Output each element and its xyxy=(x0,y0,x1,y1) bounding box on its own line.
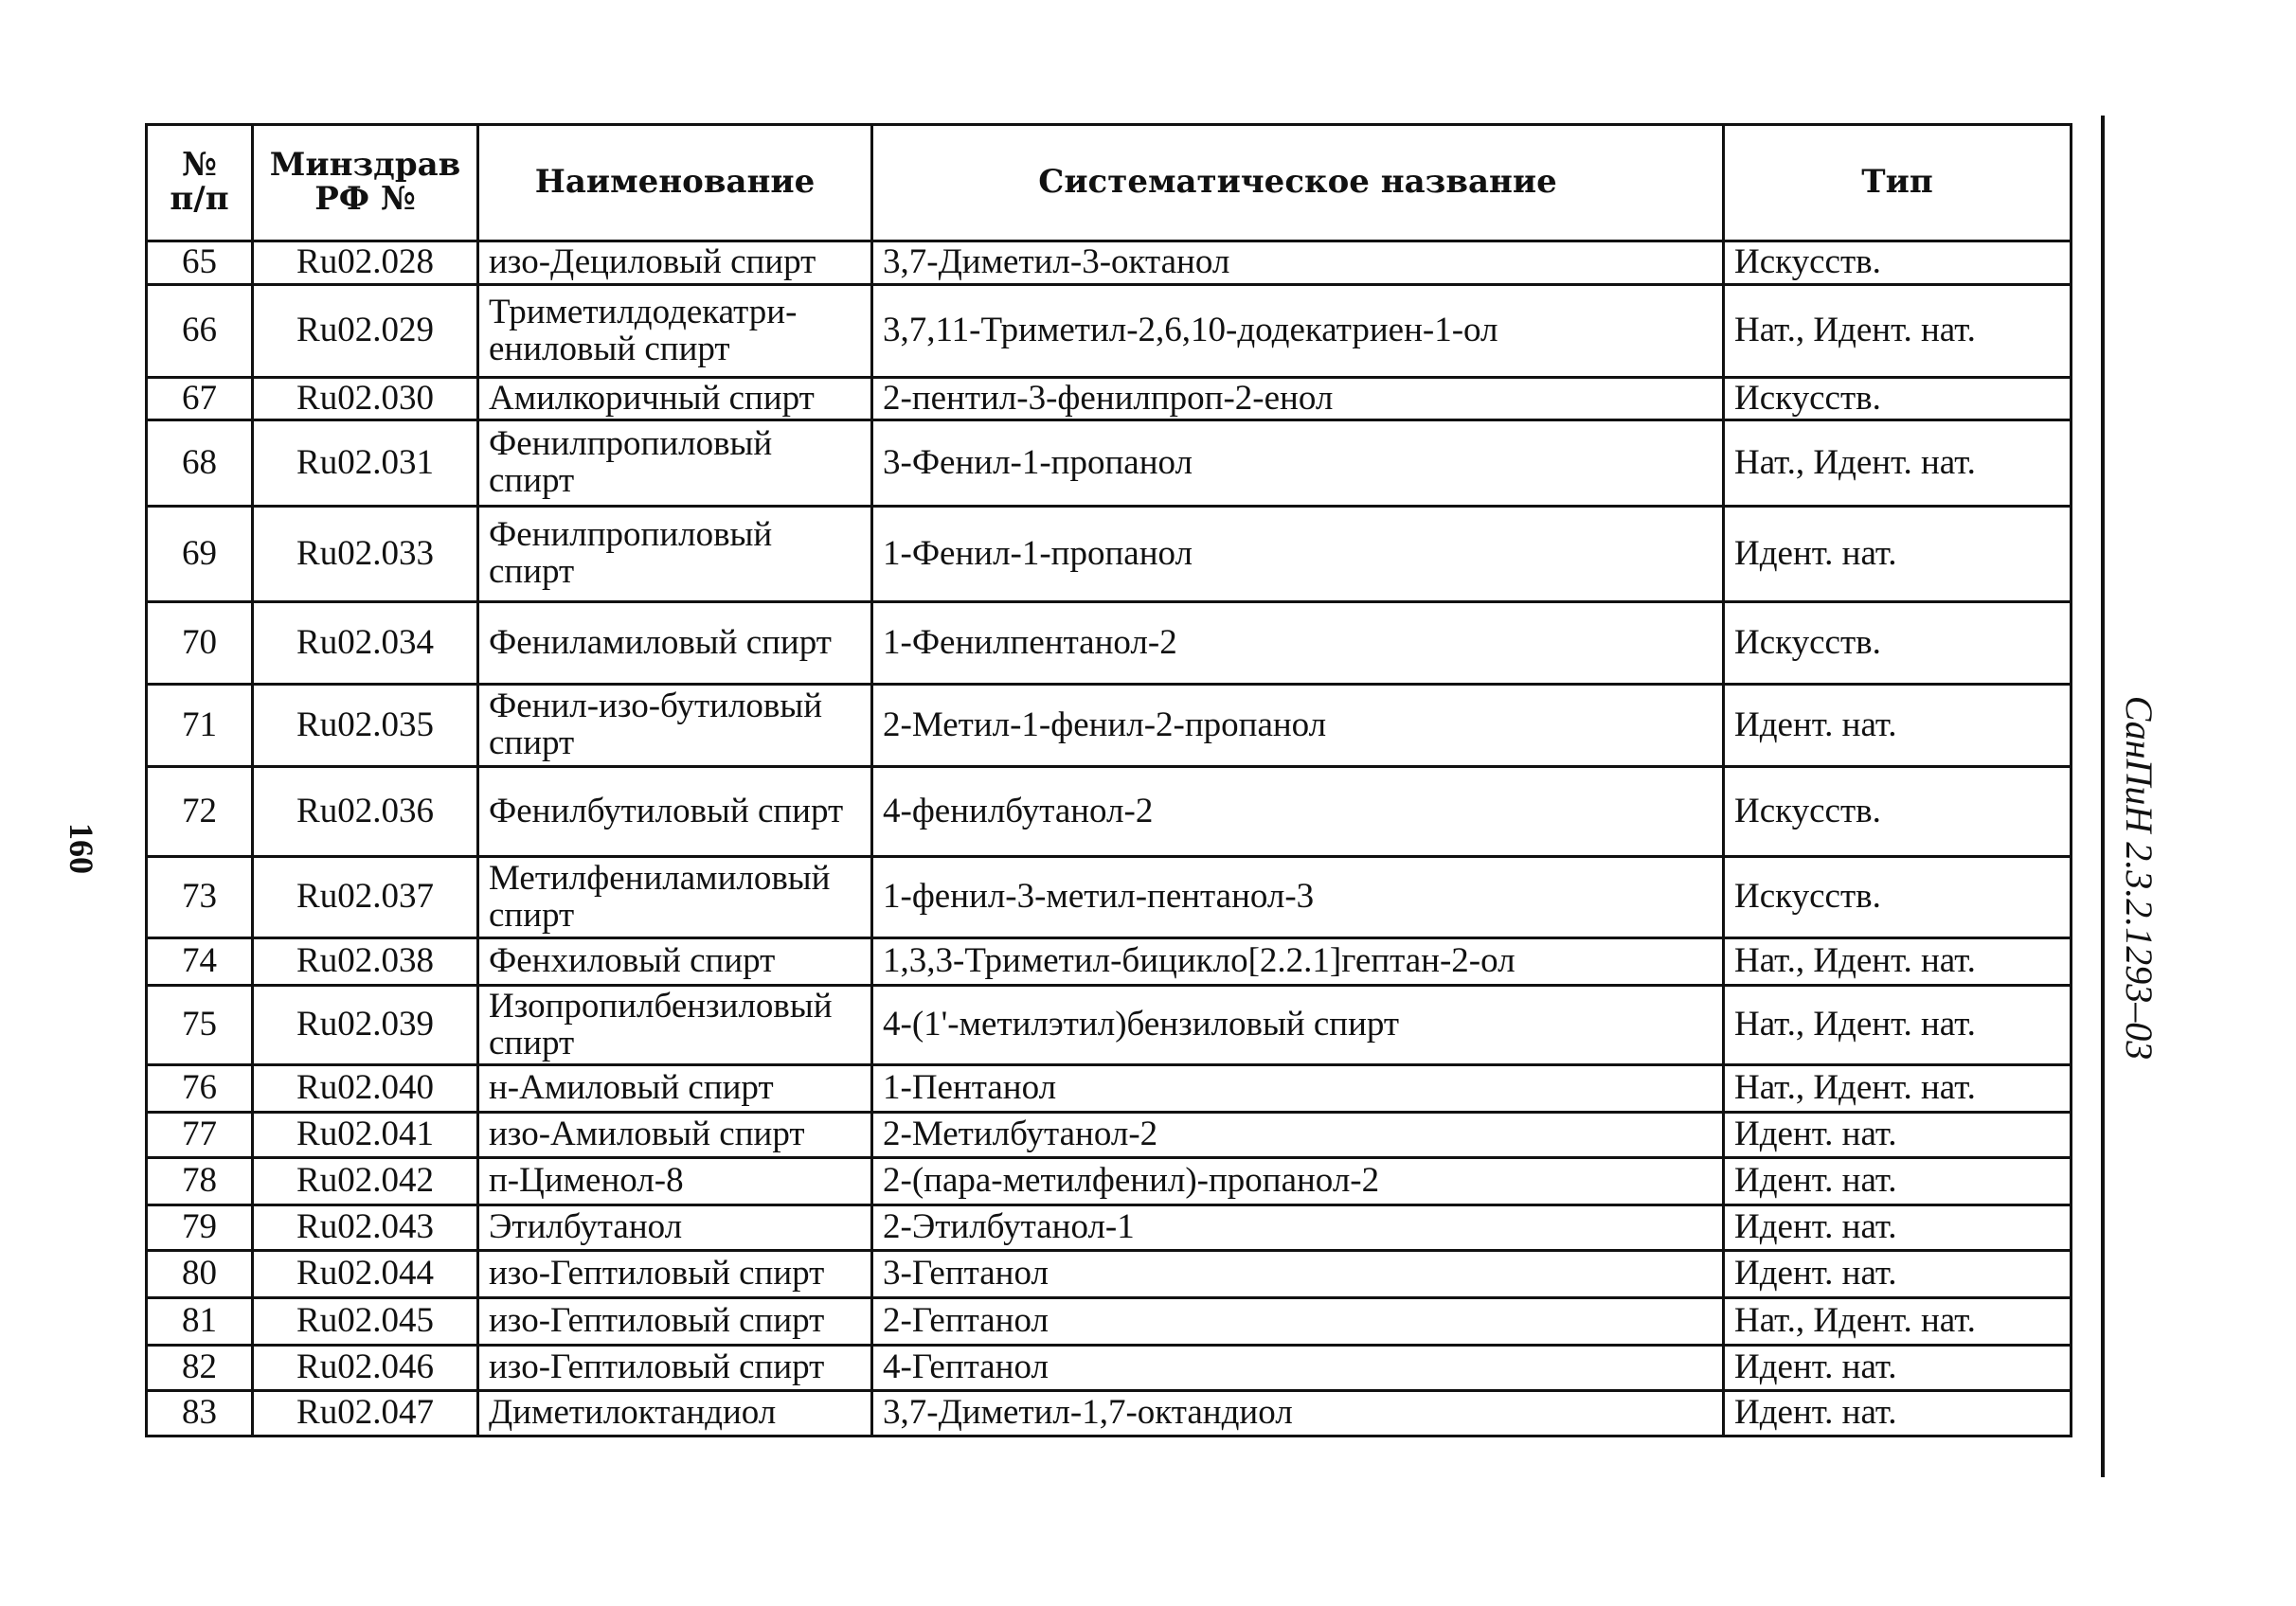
cell-num: 73 xyxy=(147,857,253,938)
cell-num: 66 xyxy=(147,285,253,378)
cell-type: Идент. нат. xyxy=(1724,1205,2072,1251)
right-margin-rule xyxy=(2101,116,2105,1477)
cell-num: 68 xyxy=(147,420,253,507)
cell-num: 67 xyxy=(147,378,253,420)
cell-code: Ru02.046 xyxy=(253,1346,478,1391)
cell-systematic: 2-Метил-1-фенил-2-пропанол xyxy=(872,685,1724,767)
table-row xyxy=(147,1346,2072,1391)
table-header-row xyxy=(147,125,2072,241)
header-num-line-2: п/п xyxy=(170,180,229,218)
cell-name: Фенилбутиловый спирт xyxy=(478,767,872,857)
cell-num: 79 xyxy=(147,1205,253,1251)
cell-num: 78 xyxy=(147,1158,253,1205)
table-row xyxy=(147,857,2072,938)
cell-systematic: 2-пентил-3-фенилпроп-2-енол xyxy=(872,378,1724,420)
cell-num: 69 xyxy=(147,507,253,602)
cell-code: Ru02.040 xyxy=(253,1065,478,1113)
cell-name: н-Амиловый спирт xyxy=(478,1065,872,1113)
cell-type: Нат., Идент. нат. xyxy=(1724,1298,2072,1346)
cell-code: Ru02.041 xyxy=(253,1113,478,1158)
cell-name: Диметилоктандиол xyxy=(478,1391,872,1436)
header-num xyxy=(147,125,253,241)
cell-systematic: 1-Пентанол xyxy=(872,1065,1724,1113)
cell-num: 83 xyxy=(147,1391,253,1436)
cell-num: 70 xyxy=(147,602,253,685)
cell-name: Фенхиловый спирт xyxy=(478,938,872,986)
cell-systematic: 3,7,11-Триметил-2,6,10-додекатриен-1-ол xyxy=(872,285,1724,378)
cell-systematic: 4-Гептанол xyxy=(872,1346,1724,1391)
cell-type: Искусств. xyxy=(1724,378,2072,420)
cell-systematic: 3,7-Диметил-3-октанол xyxy=(872,241,1724,285)
cell-num: 77 xyxy=(147,1113,253,1158)
cell-name: изо-Гептиловый спирт xyxy=(478,1346,872,1391)
header-num-line-1: № xyxy=(182,146,217,185)
cell-num: 75 xyxy=(147,986,253,1065)
header-type: Тип xyxy=(1724,125,2072,241)
cell-name: Амилкоричный спирт xyxy=(478,378,872,420)
document-side-title: СанПиН 2.3.2.1293–03 xyxy=(2118,695,2161,1061)
table-row xyxy=(147,602,2072,685)
cell-name: изо-Амиловый спирт xyxy=(478,1113,872,1158)
cell-systematic: 1-Фенилпентанол-2 xyxy=(872,602,1724,685)
cell-systematic: 1-фенил-3-метил-пентанол-3 xyxy=(872,857,1724,938)
table-row xyxy=(147,420,2072,507)
cell-code: Ru02.038 xyxy=(253,938,478,986)
cell-systematic: 1,3,3-Триметил-бицикло[2.2.1]гептан-2-ол xyxy=(872,938,1724,986)
cell-code: Ru02.035 xyxy=(253,685,478,767)
cell-type: Нат., Идент. нат. xyxy=(1724,1065,2072,1113)
cell-systematic: 2-Метилбутанол-2 xyxy=(872,1113,1724,1158)
cell-code: Ru02.031 xyxy=(253,420,478,507)
cell-num: 81 xyxy=(147,1298,253,1346)
cell-num: 80 xyxy=(147,1251,253,1298)
cell-type: Идент. нат. xyxy=(1724,685,2072,767)
table-row xyxy=(147,1298,2072,1346)
cell-name: изо-Дециловый спирт xyxy=(478,241,872,285)
cell-type: Нат., Идент. нат. xyxy=(1724,285,2072,378)
cell-type: Искусств. xyxy=(1724,857,2072,938)
cell-code: Ru02.039 xyxy=(253,986,478,1065)
cell-code: Ru02.047 xyxy=(253,1391,478,1436)
cell-type: Идент. нат. xyxy=(1724,1346,2072,1391)
cell-name: Метилфениламиловый спирт xyxy=(478,857,872,938)
cell-name: изо-Гептиловый спирт xyxy=(478,1251,872,1298)
cell-systematic: 3-Фенил-1-пропанол xyxy=(872,420,1724,507)
table-row xyxy=(147,685,2072,767)
cell-code: Ru02.028 xyxy=(253,241,478,285)
cell-code: Ru02.045 xyxy=(253,1298,478,1346)
table-row xyxy=(147,1205,2072,1251)
cell-num: 65 xyxy=(147,241,253,285)
cell-systematic: 2-(пара-метилфенил)-пропанол-2 xyxy=(872,1158,1724,1205)
cell-type: Идент. нат. xyxy=(1724,1391,2072,1436)
cell-type: Нат., Идент. нат. xyxy=(1724,986,2072,1065)
cell-num: 76 xyxy=(147,1065,253,1113)
cell-code: Ru02.034 xyxy=(253,602,478,685)
cell-type: Идент. нат. xyxy=(1724,1251,2072,1298)
table-body xyxy=(147,241,2072,1436)
table-row xyxy=(147,285,2072,378)
cell-code: Ru02.030 xyxy=(253,378,478,420)
cell-systematic: 4-(1'-метилэтил)бензиловый спирт xyxy=(872,986,1724,1065)
cell-name: изо-Гептиловый спирт xyxy=(478,1298,872,1346)
cell-name: Фениламиловый спирт xyxy=(478,602,872,685)
header-name: Наименование xyxy=(478,125,872,241)
table-row xyxy=(147,378,2072,420)
header-systematic: Систематическое название xyxy=(872,125,1724,241)
cell-type: Нат., Идент. нат. xyxy=(1724,420,2072,507)
cell-num: 71 xyxy=(147,685,253,767)
table-row xyxy=(147,507,2072,602)
cell-systematic: 2-Этилбутанол-1 xyxy=(872,1205,1724,1251)
cell-name: Триметилдодекатри-ениловый спирт xyxy=(478,285,872,378)
cell-code: Ru02.033 xyxy=(253,507,478,602)
header-code-line-2: РФ № xyxy=(314,180,416,218)
cell-name: Фенилпропиловый спирт xyxy=(478,420,872,507)
header-code xyxy=(253,125,478,241)
cell-code: Ru02.043 xyxy=(253,1205,478,1251)
cell-type: Идент. нат. xyxy=(1724,1158,2072,1205)
table-row xyxy=(147,1113,2072,1158)
table-row xyxy=(147,986,2072,1065)
table-row xyxy=(147,1158,2072,1205)
cell-name: п-Цименол-8 xyxy=(478,1158,872,1205)
cell-systematic: 1-Фенил-1-пропанол xyxy=(872,507,1724,602)
cell-systematic: 3-Гептанол xyxy=(872,1251,1724,1298)
cell-name: Этилбутанол xyxy=(478,1205,872,1251)
cell-type: Искусств. xyxy=(1724,602,2072,685)
table-row xyxy=(147,1391,2072,1436)
cell-num: 72 xyxy=(147,767,253,857)
cell-type: Искусств. xyxy=(1724,241,2072,285)
flavoring-table xyxy=(145,123,2072,1437)
cell-num: 82 xyxy=(147,1346,253,1391)
cell-type: Нат., Идент. нат. xyxy=(1724,938,2072,986)
table-row xyxy=(147,1065,2072,1113)
table-row xyxy=(147,938,2072,986)
cell-num: 74 xyxy=(147,938,253,986)
cell-code: Ru02.036 xyxy=(253,767,478,857)
table-row xyxy=(147,767,2072,857)
cell-type: Искусств. xyxy=(1724,767,2072,857)
page-number: 160 xyxy=(63,823,100,874)
cell-name: Фенилпропиловый спирт xyxy=(478,507,872,602)
cell-systematic: 4-фенилбутанол-2 xyxy=(872,767,1724,857)
table-row xyxy=(147,241,2072,285)
cell-name: Изопропилбензиловый спирт xyxy=(478,986,872,1065)
cell-code: Ru02.044 xyxy=(253,1251,478,1298)
table-row xyxy=(147,1251,2072,1298)
cell-name: Фенил-изо-бутиловый спирт xyxy=(478,685,872,767)
cell-type: Идент. нат. xyxy=(1724,507,2072,602)
header-code-line-1: Минздрав xyxy=(269,146,461,185)
cell-code: Ru02.037 xyxy=(253,857,478,938)
cell-systematic: 2-Гептанол xyxy=(872,1298,1724,1346)
cell-code: Ru02.042 xyxy=(253,1158,478,1205)
cell-type: Идент. нат. xyxy=(1724,1113,2072,1158)
cell-systematic: 3,7-Диметил-1,7-октандиол xyxy=(872,1391,1724,1436)
cell-code: Ru02.029 xyxy=(253,285,478,378)
